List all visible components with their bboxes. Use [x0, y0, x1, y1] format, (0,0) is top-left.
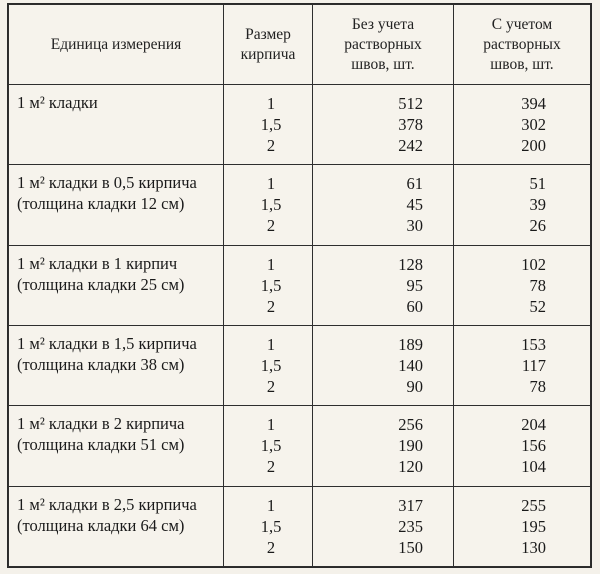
count-with-joints-value: 153 [521, 335, 546, 355]
count-without-joints-value: 256 [398, 415, 423, 435]
brick-size-value: 2 [266, 377, 276, 397]
unit-label: 1 м² кладки в 1,5 кирпича [17, 333, 197, 353]
brick-size-value: 1,5 [260, 436, 282, 456]
count-without-joints-cell [313, 165, 454, 245]
header-with-joints: С учетом растворных швов, шт. [454, 5, 591, 85]
count-with-joints-value: 195 [521, 516, 546, 536]
count-without-joints-value: 90 [406, 377, 423, 397]
count-with-joints-value: 204 [521, 415, 546, 435]
brick-size-value: 1 [266, 415, 276, 435]
count-with-joints-value: 52 [529, 296, 546, 316]
count-without-joints-value: 189 [398, 335, 423, 355]
count-without-joints-cell [313, 85, 454, 165]
unit-label: 1 м² кладки [17, 93, 98, 112]
brick-size-value: 2 [266, 216, 276, 236]
count-with-joints-value: 200 [521, 136, 546, 156]
brick-consumption-table [7, 3, 592, 568]
table-row [9, 406, 591, 486]
count-with-joints-cell [454, 165, 591, 245]
unit-label: 1 м² кладки в 2 кирпича [17, 414, 185, 434]
unit-thickness-note: (толщина кладки 64 см) [17, 515, 185, 535]
table-row [9, 165, 591, 245]
count-without-joints-cell [313, 245, 454, 325]
table-row [9, 325, 591, 405]
count-with-joints-value: 78 [529, 275, 546, 295]
count-without-joints-cell [313, 325, 454, 405]
brick-size-cell [224, 165, 313, 245]
brick-size-value: 2 [266, 537, 276, 557]
count-without-joints-cell [313, 486, 454, 566]
brick-size-value: 1 [266, 94, 276, 114]
brick-size-cell [224, 406, 313, 486]
unit-label: 1 м² кладки в 1 кирпич [17, 253, 178, 273]
brick-size-value: 1 [266, 174, 276, 194]
brick-size-value: 1,5 [260, 275, 282, 295]
brick-size-value: 1,5 [260, 195, 282, 215]
unit-cell [9, 325, 224, 405]
count-with-joints-cell [454, 245, 591, 325]
count-with-joints-value: 39 [529, 195, 546, 215]
count-with-joints-value: 102 [521, 254, 546, 274]
unit-cell [9, 486, 224, 566]
count-without-joints-value: 140 [398, 356, 423, 376]
unit-cell [9, 165, 224, 245]
unit-label: 1 м² кладки в 2,5 кирпича [17, 494, 197, 514]
header-without-joints: Без учета растворных швов, шт. [313, 5, 454, 85]
table-row [9, 486, 591, 566]
brick-size-cell [224, 245, 313, 325]
brick-size-value: 2 [266, 296, 276, 316]
unit-cell [9, 406, 224, 486]
brick-size-value: 1,5 [260, 516, 282, 536]
count-without-joints-value: 120 [398, 457, 423, 477]
count-without-joints-value: 235 [398, 516, 423, 536]
unit-cell [9, 85, 224, 165]
count-without-joints-value: 60 [406, 296, 423, 316]
count-without-joints-value: 378 [398, 115, 423, 135]
brick-size-value: 1,5 [260, 115, 282, 135]
count-with-joints-value: 117 [521, 356, 546, 376]
count-with-joints-value: 78 [529, 377, 546, 397]
brick-size-value: 1 [266, 335, 276, 355]
table-row [9, 245, 591, 325]
count-without-joints-value: 61 [406, 174, 423, 194]
count-without-joints-value: 95 [406, 275, 423, 295]
count-with-joints-value: 130 [521, 537, 546, 557]
unit-cell [9, 245, 224, 325]
unit-thickness-note: (толщина кладки 51 см) [17, 435, 185, 455]
count-with-joints-value: 51 [529, 174, 546, 194]
count-without-joints-value: 128 [398, 254, 423, 274]
count-with-joints-cell [454, 85, 591, 165]
brick-size-cell [224, 486, 313, 566]
count-with-joints-value: 302 [521, 115, 546, 135]
count-with-joints-value: 394 [521, 94, 546, 114]
count-without-joints-value: 512 [398, 94, 423, 114]
count-with-joints-value: 156 [521, 436, 546, 456]
count-with-joints-value: 104 [521, 457, 546, 477]
brick-size-value: 2 [266, 457, 276, 477]
table-row [9, 85, 591, 165]
unit-thickness-note: (толщина кладки 12 см) [17, 194, 185, 214]
brick-size-value: 2 [266, 136, 276, 156]
count-with-joints-value: 26 [529, 216, 546, 236]
count-without-joints-value: 45 [406, 195, 423, 215]
count-with-joints-cell [454, 486, 591, 566]
count-without-joints-cell [313, 406, 454, 486]
count-with-joints-cell [454, 406, 591, 486]
brick-size-value: 1 [266, 495, 276, 515]
count-without-joints-value: 242 [398, 136, 423, 156]
brick-size-cell [224, 325, 313, 405]
unit-label: 1 м² кладки в 0,5 кирпича [17, 173, 197, 193]
unit-thickness-note: (толщина кладки 38 см) [17, 354, 185, 374]
header-row [9, 5, 591, 85]
count-without-joints-value: 30 [406, 216, 423, 236]
count-without-joints-value: 150 [398, 537, 423, 557]
count-without-joints-value: 317 [398, 495, 423, 515]
brick-size-value: 1,5 [260, 356, 282, 376]
header-unit: Единица измерения [9, 5, 224, 85]
brick-size-cell [224, 85, 313, 165]
count-with-joints-cell [454, 325, 591, 405]
count-with-joints-value: 255 [521, 495, 546, 515]
unit-thickness-note: (толщина кладки 25 см) [17, 274, 185, 294]
header-size: Размер кирпича [224, 5, 313, 85]
brick-size-value: 1 [266, 254, 276, 274]
data-table [8, 4, 591, 567]
count-without-joints-value: 190 [398, 436, 423, 456]
